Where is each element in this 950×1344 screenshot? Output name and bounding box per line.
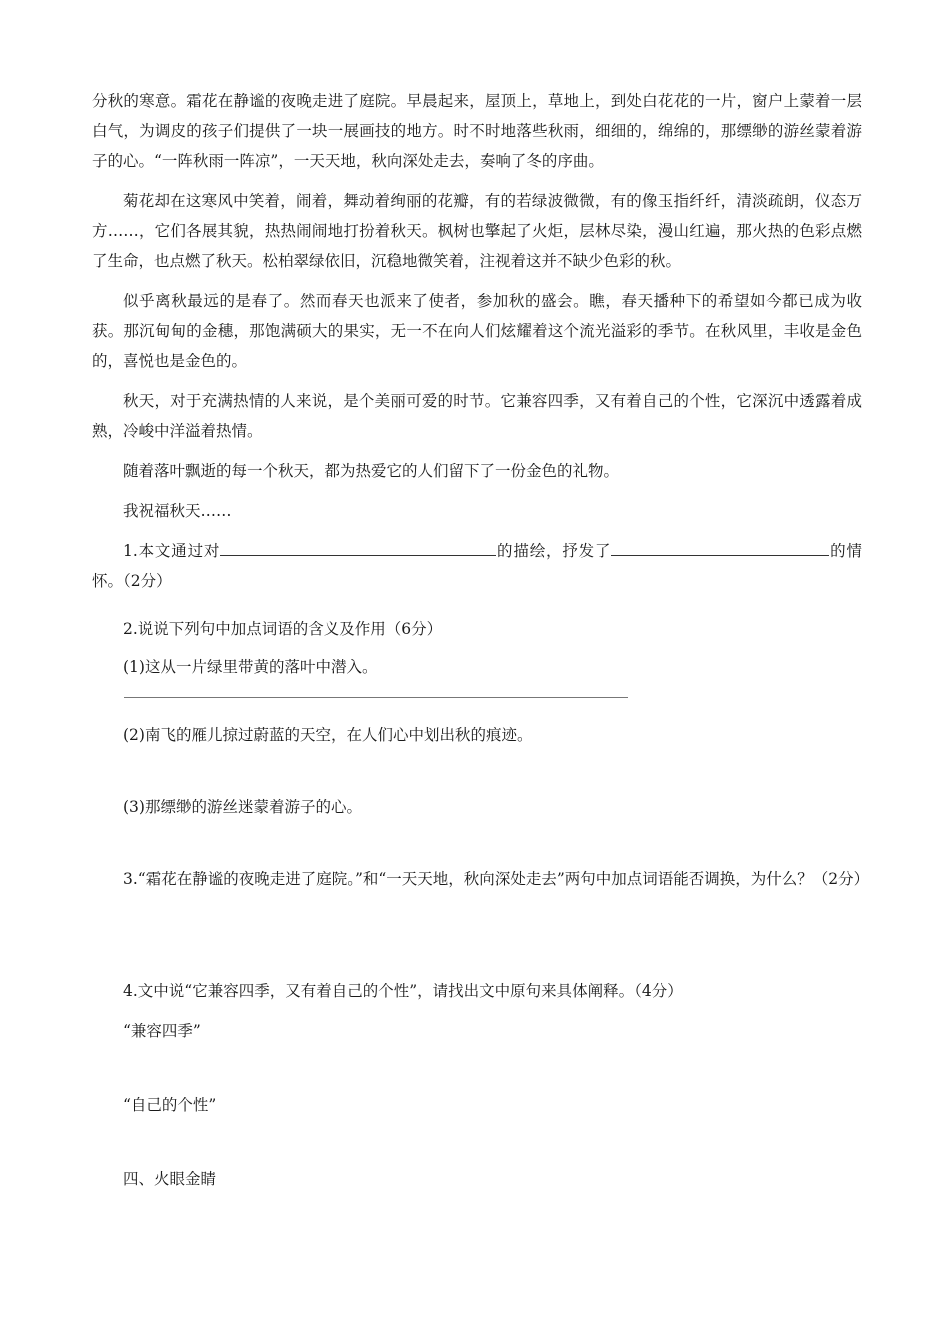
question-1-prefix: 1.本文通过对	[123, 542, 221, 560]
question-4-part-b: “自己的个性”	[123, 1096, 217, 1114]
passage-paragraph-4: 秋天，对于充满热情的人来说，是个美丽可爱的时节。它兼容四季，又有着自己的个性，它深沉中透露着成熟，冷峻中洋溢着热情。	[92, 392, 862, 440]
section-4-heading: 四、火眼金睛	[123, 1170, 217, 1188]
document-page	[92, 86, 870, 1194]
question-2-item-1: (1)这从一片绿里带黄的落叶中潜入。	[123, 658, 378, 676]
question-2-item-3: (3)那缥缈的游丝迷蒙着游子的心。	[123, 798, 362, 816]
answer-line[interactable]	[124, 696, 628, 698]
question-2: 2.说说下列句中加点词语的含义及作用（6分）	[123, 620, 443, 638]
passage-paragraph-1: 分秋的寒意。霜花在静谧的夜晚走进了庭院。早晨起来，屋顶上，草地上，到处白花花的一片，窗户上蒙着一层白气，为调皮的孩子们提供了一块一展画技的地方。时不时地落些秋雨，细细的，绵绵的，那缥缈的游丝蒙着游子的心。“一阵秋雨一阵凉”，一天天地，秋向深处走去，奏响了冬的序曲。	[92, 92, 862, 170]
question-1-middle: 的描绘，抒发了	[496, 542, 612, 560]
passage-paragraph-5: 随着落叶飘逝的每一个秋天，都为热爱它的人们留下了一份金色的礼物。	[123, 462, 620, 480]
question-2-item-2: (2)南飞的雁儿掠过蔚蓝的天空，在人们心中划出秋的痕迹。	[123, 726, 533, 744]
question-4-part-a: “兼容四季”	[123, 1022, 201, 1040]
passage-paragraph-6: 我祝福秋天……	[123, 502, 232, 520]
passage-paragraph-3: 似乎离秋最远的是春了。然而春天也派来了使者，参加秋的盛会。瞧，春天播种下的希望如今都已成为收获。那沉甸甸的金穗，那饱满硕大的果实，无一不在向人们炫耀着这个流光溢彩的季节。在秋风里，丰收是金色的，喜悦也是金色的。	[92, 292, 862, 370]
question-1	[92, 536, 862, 596]
question-4: 4.文中说“它兼容四季，又有着自己的个性”，请找出文中原句来具体阐释。（4分）	[123, 982, 683, 1000]
question-1-suffix: 的情怀。（2分）	[92, 542, 862, 590]
passage-paragraph-2: 菊花却在这寒风中笑着，闹着，舞动着绚丽的花瓣，有的若绿波微微，有的像玉指纤纤，清淡疏朗，仪态万方……，它们各展其貌，热热闹闹地打扮着秋天。枫树也擎起了火炬，层林尽染，漫山红遍，那火热的色彩点燃了生命，也点燃了秋天。松柏翠绿依旧，沉稳地微笑着，注视着这并不缺少色彩的秋。	[92, 192, 862, 270]
question-1-blank-2[interactable]	[611, 537, 829, 556]
question-1-blank-1[interactable]	[220, 537, 496, 556]
question-3: 3.“霜花在静谧的夜晚走进了庭院。”和“一天天地，秋向深处走去”两句中加点词语能否调换，为什么？（2分）	[123, 870, 870, 888]
